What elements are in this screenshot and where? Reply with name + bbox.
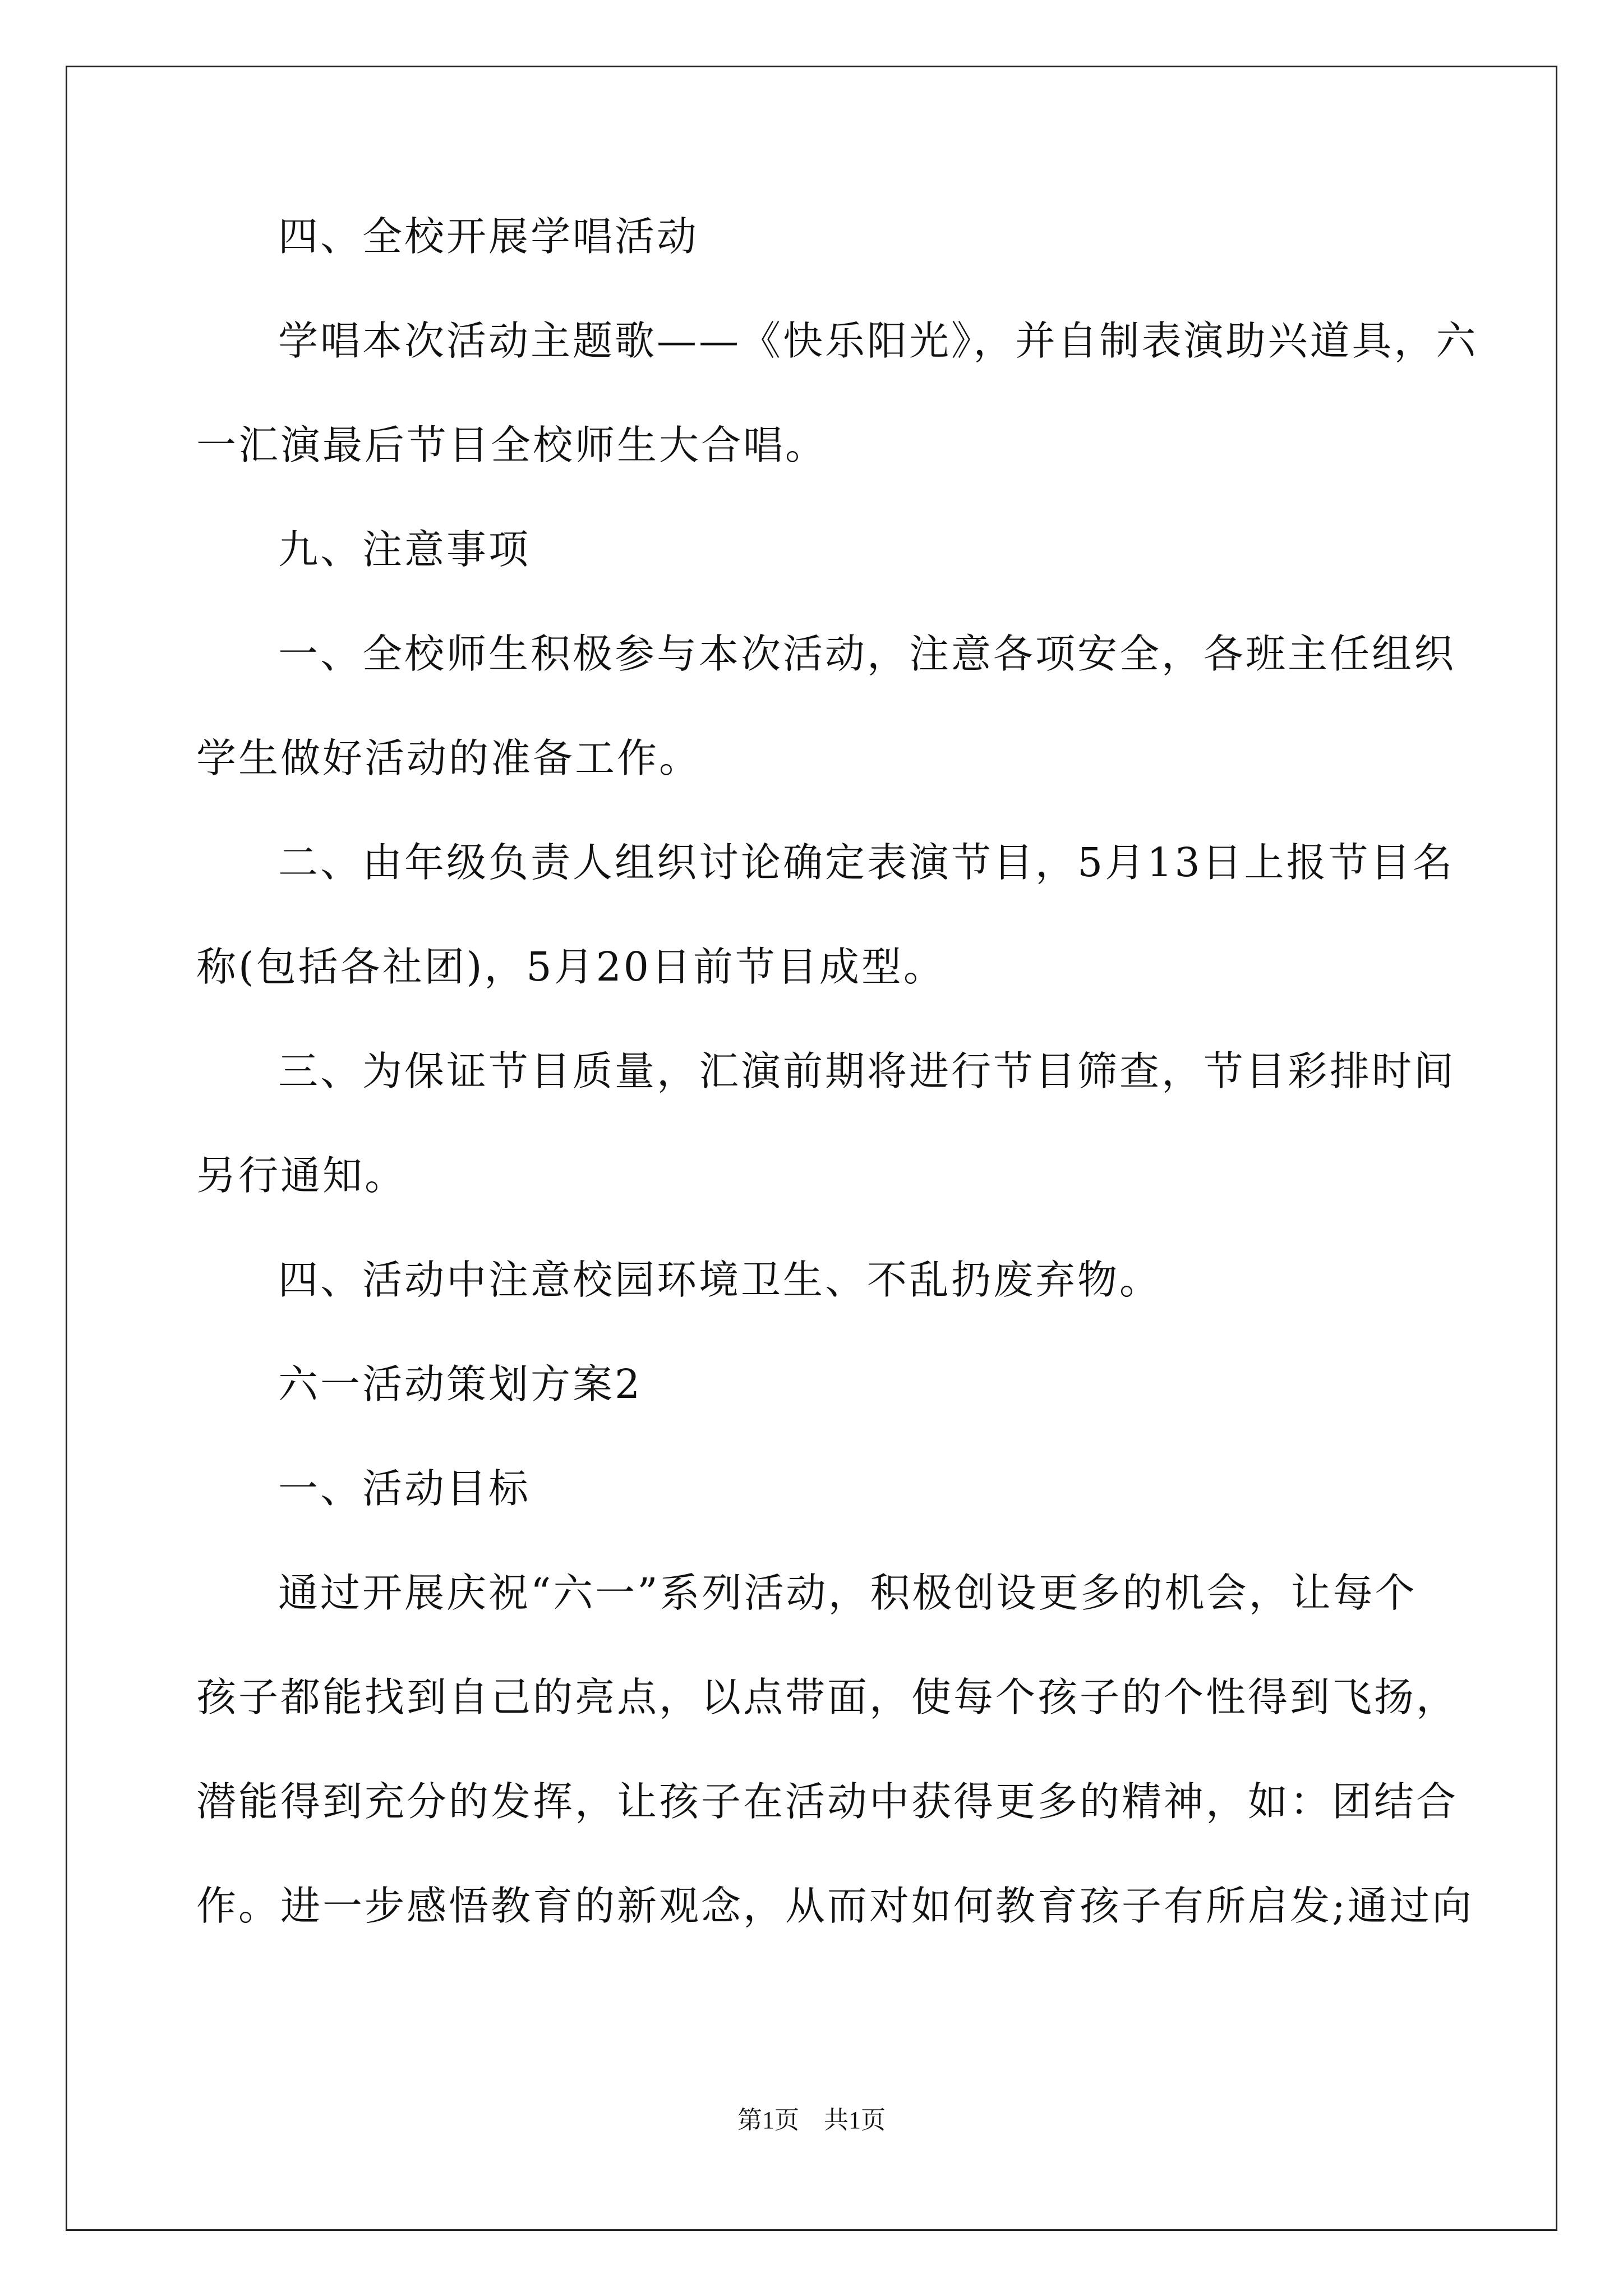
paragraph-line: 通过开展庆祝“六一”系列活动，积极创设更多的机会，让每个 bbox=[278, 1570, 1417, 1616]
paragraph-line: 另行通知。 bbox=[196, 1152, 407, 1199]
section-heading: 四、全校开展学唱活动 bbox=[278, 213, 699, 260]
paragraph-line: 称(包括各社团)，5月20日前节目成型。 bbox=[196, 944, 946, 990]
section-heading: 九、注意事项 bbox=[278, 526, 531, 573]
paragraph-line: 四、活动中注意校园环境卫生、不乱扔废弃物。 bbox=[278, 1257, 1162, 1303]
page-number-footer: 第1页 共1页 bbox=[737, 2106, 886, 2134]
paragraph-line: 一汇演最后节目全校师生大合唱。 bbox=[196, 422, 828, 468]
paragraph-line: 三、为保证节目质量，汇演前期将进行节目筛查，节目彩排时间 bbox=[278, 1048, 1456, 1094]
paragraph-line: 一、全校师生积极参与本次活动，注意各项安全，各班主任组织 bbox=[278, 631, 1456, 677]
paragraph-line: 作。进一步感悟教育的新观念，从而对如何教育孩子有所启发;通过向 bbox=[196, 1883, 1474, 1929]
paragraph-line: 潜能得到充分的发挥，让孩子在活动中获得更多的精神，如：团结合 bbox=[196, 1778, 1459, 1825]
section-heading: 一、活动目标 bbox=[278, 1465, 531, 1512]
paragraph-line: 学生做好活动的准备工作。 bbox=[196, 735, 702, 781]
document-title: 六一活动策划方案2 bbox=[278, 1361, 643, 1407]
paragraph-line: 二、由年级负责人组织讨论确定表演节目，5月13日上报节目名 bbox=[278, 839, 1455, 886]
document-body bbox=[196, 209, 1478, 1934]
paragraph-line: 孩子都能找到自己的亮点，以点带面，使每个孩子的个性得到飞扬， bbox=[196, 1674, 1459, 1720]
paragraph-line: 学唱本次活动主题歌——《快乐阳光》，并自制表演助兴道具，六 bbox=[278, 318, 1478, 364]
